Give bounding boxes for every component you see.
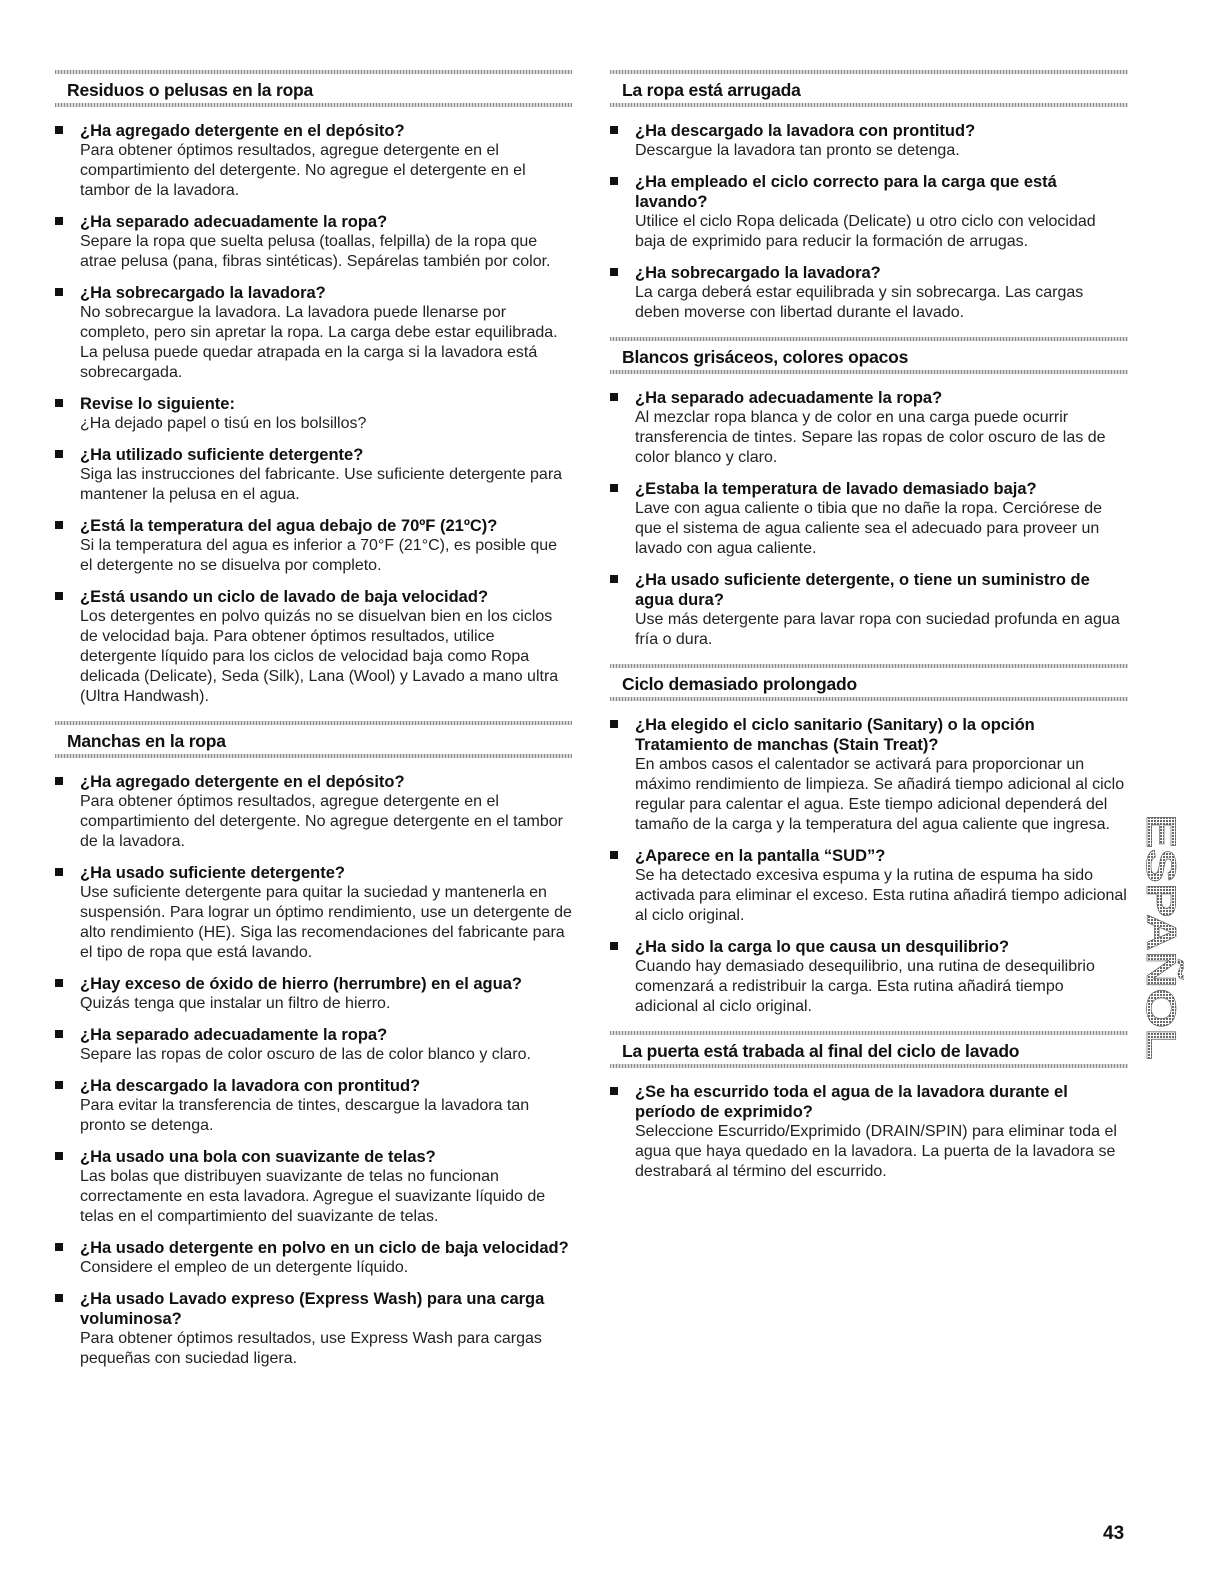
question-text: ¿Se ha escurrido toda el agua de la lavadora durante el período de exprimido?	[635, 1083, 1068, 1121]
answer-text: ¿Ha dejado papel o tisú en los bolsillos?	[80, 415, 367, 432]
answer-text: Los detergentes en polvo quizás no se disuelvan bien en los ciclos de velocidad baja. Para obtener óptimos resultados, utilice detergente líquido para los ciclos de velocidad baja como Ropa delicada (Delicate), Seda (Silk), Lana (Wool) y Lavado a mano ultra (Ultra Handwash).	[80, 608, 559, 705]
answer-text: Para obtener óptimos resultados, use Express Wash para cargas pequeñas con suciedad ligera.	[80, 1330, 542, 1367]
troubleshooting-item	[610, 172, 1128, 252]
question-text: ¿Aparece en la pantalla “SUD”?	[635, 847, 886, 865]
language-side-tab	[1138, 814, 1184, 1062]
answer-text: Considere el empleo de un detergente líquido.	[80, 1259, 409, 1276]
question-text: ¿Ha sido la carga lo que causa un desquilibrio?	[635, 938, 1010, 956]
section-title: Ciclo demasiado prolongado	[622, 674, 857, 694]
answer-text: No sobrecargue la lavadora. La lavadora puede llenarse por completo, pero sin apretar la ropa. La carga debe estar equilibrada. La pelusa puede quedar atrapada en la carga si la lavadora está sobrecargada.	[80, 304, 558, 381]
square-bullet-icon	[610, 484, 618, 492]
answer-text: En ambos casos el calentador se activará para proporcionar un máximo rendimiento de limpieza. Se añadirá tiempo adicional al ciclo regular para calentar el agua. Este tiempo adicional dependerá del tamaño de la carga y la temperatura del agua caliente que ingresa.	[635, 756, 1125, 833]
answer-text: Para evitar la transferencia de tintes, descargue la lavadora tan pronto se detenga.	[80, 1097, 530, 1134]
troubleshooting-item	[610, 846, 1128, 926]
square-bullet-icon	[610, 942, 618, 950]
section-la-puerta-esta-trabada-al-final-del-ciclo-de-lavado	[610, 1031, 1128, 1182]
side-tab-label: ESPAÑOL	[1138, 814, 1184, 1014]
troubleshooting-item	[55, 283, 572, 383]
question-text: ¿Ha utilizado suficiente detergente?	[80, 446, 364, 464]
question-text: ¿Ha agregado detergente en el depósito?	[80, 773, 405, 791]
square-bullet-icon	[55, 288, 63, 296]
question-text: ¿Ha usado detergente en polvo en un ciclo de baja velocidad?	[80, 1239, 569, 1257]
section-title: Blancos grisáceos, colores opacos	[622, 347, 909, 367]
answer-text: Descargue la lavadora tan pronto se detenga.	[635, 142, 960, 159]
section-header	[610, 337, 1128, 374]
troubleshooting-item	[55, 1025, 572, 1065]
troubleshooting-item	[610, 570, 1128, 650]
answer-text: Use suficiente detergente para quitar la suciedad y mantenerla en suspensión. Para lograr un óptimo rendimiento, use un detergente de alto rendimiento (HE). Siga las recomendaciones del fabricante para el tipo de ropa que está lavando.	[80, 884, 572, 961]
square-bullet-icon	[55, 1152, 63, 1160]
troubleshooting-item	[55, 1076, 572, 1136]
answer-text: Separe la ropa que suelta pelusa (toallas, felpilla) de la ropa que atrae pelusa (pana, fibras sintéticas). Sepárelas también por color.	[80, 233, 551, 270]
question-text: ¿Ha usado suficiente detergente, o tiene un suministro de agua dura?	[635, 571, 1090, 609]
square-bullet-icon	[55, 979, 63, 987]
troubleshooting-item	[55, 1238, 572, 1278]
left-column	[55, 70, 572, 1383]
question-text: ¿Ha descargado la lavadora con prontitud?	[80, 1077, 421, 1095]
troubleshooting-item	[610, 937, 1128, 1017]
troubleshooting-item	[55, 772, 572, 852]
question-text: Revise lo siguiente:	[80, 395, 235, 413]
answer-text: La carga deberá estar equilibrada y sin sobrecarga. Las cargas deben moverse con libertad durante el lavado.	[635, 284, 1084, 321]
question-text: ¿Hay exceso de óxido de hierro (herrumbre) en el agua?	[80, 975, 522, 993]
square-bullet-icon	[610, 575, 618, 583]
answer-text: Si la temperatura del agua es inferior a 70°F (21°C), es posible que el detergente no se disuelva por completo.	[80, 537, 558, 574]
troubleshooting-item	[55, 121, 572, 201]
question-text: ¿Ha usado suficiente detergente?	[80, 864, 345, 882]
troubleshooting-item	[55, 974, 572, 1014]
question-text: ¿Ha sobrecargado la lavadora?	[80, 284, 326, 302]
section-la-ropa-esta-arrugada	[610, 70, 1128, 323]
square-bullet-icon	[55, 450, 63, 458]
square-bullet-icon	[610, 268, 618, 276]
answer-text: Las bolas que distribuyen suavizante de telas no funcionan correctamente en esta lavadora. Agregue el suavizante líquido de telas en el compartimiento del suavizante de telas.	[80, 1168, 546, 1225]
section-header	[55, 70, 572, 107]
troubleshooting-item	[610, 121, 1128, 161]
section-title: La puerta está trabada al final del ciclo de lavado	[622, 1041, 1020, 1061]
question-text: ¿Ha descargado la lavadora con prontitud?	[635, 122, 976, 140]
troubleshooting-item	[55, 212, 572, 272]
question-text: ¿Ha separado adecuadamente la ropa?	[80, 1026, 388, 1044]
answer-text: Quizás tenga que instalar un filtro de hierro.	[80, 995, 391, 1012]
square-bullet-icon	[55, 126, 63, 134]
troubleshooting-item	[55, 516, 572, 576]
answer-text: Utilice el ciclo Ropa delicada (Delicate) u otro ciclo con velocidad baja de exprimido para reducir la formación de arrugas.	[635, 213, 1096, 250]
side-tab-graphic	[1138, 814, 1184, 1062]
troubleshooting-item	[610, 479, 1128, 559]
troubleshooting-item	[610, 263, 1128, 323]
answer-text: Se ha detectado excesiva espuma y la rutina de espuma ha sido activada para eliminar el exceso. Esta rutina añadirá tiempo adicional al ciclo original.	[635, 867, 1127, 924]
troubleshooting-item	[610, 388, 1128, 468]
question-text: ¿Ha separado adecuadamente la ropa?	[635, 389, 943, 407]
answer-text: Para obtener óptimos resultados, agregue detergente en el compartimiento del detergente. No agregue el detergente en el tambor de la lavadora.	[80, 142, 526, 199]
section-title: La ropa está arrugada	[622, 80, 801, 100]
right-column	[610, 70, 1128, 1196]
square-bullet-icon	[55, 521, 63, 529]
square-bullet-icon	[55, 868, 63, 876]
troubleshooting-item	[55, 1147, 572, 1227]
question-text: ¿Ha separado adecuadamente la ropa?	[80, 213, 388, 231]
answer-text: Seleccione Escurrido/Exprimido (DRAIN/SPIN) para eliminar toda el agua que haya quedado en la lavadora. La puerta de la lavadora se destrabará al término del escurrido.	[635, 1123, 1117, 1180]
answer-text: Al mezclar ropa blanca y de color en una carga puede ocurrir transferencia de tintes. Separe las ropas de color oscuro de las de color blanco y claro.	[635, 409, 1106, 466]
answer-text: Separe las ropas de color oscuro de las de color blanco y claro.	[80, 1046, 531, 1063]
square-bullet-icon	[610, 851, 618, 859]
section-residuos-o-pelusas-en-la-ropa	[55, 70, 572, 707]
square-bullet-icon	[55, 777, 63, 785]
troubleshooting-item	[610, 1082, 1128, 1182]
square-bullet-icon	[55, 1030, 63, 1038]
page-number: 43	[1103, 1523, 1125, 1544]
section-title: Manchas en la ropa	[67, 731, 226, 751]
answer-text: Use más detergente para lavar ropa con suciedad profunda en agua fría o dura.	[635, 611, 1120, 648]
section-blancos-grisaceos-colores-opacos	[610, 337, 1128, 650]
question-text: ¿Estaba la temperatura de lavado demasiado baja?	[635, 480, 1037, 498]
square-bullet-icon	[610, 1087, 618, 1095]
troubleshooting-item	[55, 445, 572, 505]
section-ciclo-demasiado-prolongado	[610, 664, 1128, 1017]
square-bullet-icon	[610, 177, 618, 185]
answer-text: Cuando hay demasiado desequilibrio, una rutina de desequilibrio comenzará a redistribuir la carga. Esta rutina añadirá tiempo adicional al ciclo original.	[635, 958, 1095, 1015]
square-bullet-icon	[55, 399, 63, 407]
troubleshooting-item	[55, 394, 572, 434]
answer-text: Siga las instrucciones del fabricante. Use suficiente detergente para mantener la pelusa en el agua.	[80, 466, 563, 503]
answer-text: Lave con agua caliente o tibia que no dañe la ropa. Cerciórese de que el sistema de agua caliente sea el adecuado para proveer un lavado con agua caliente.	[635, 500, 1102, 557]
question-text: ¿Ha empleado el ciclo correcto para la carga que está lavando?	[635, 173, 1057, 211]
section-manchas-en-la-ropa	[55, 721, 572, 1369]
square-bullet-icon	[610, 720, 618, 728]
square-bullet-icon	[610, 126, 618, 134]
square-bullet-icon	[55, 1081, 63, 1089]
section-header	[610, 664, 1128, 701]
square-bullet-icon	[55, 217, 63, 225]
troubleshooting-item	[610, 715, 1128, 835]
troubleshooting-item	[55, 863, 572, 963]
square-bullet-icon	[55, 592, 63, 600]
section-header	[610, 1031, 1128, 1068]
question-text: ¿Está la temperatura del agua debajo de 70ºF (21ºC)?	[80, 517, 498, 535]
question-text: ¿Está usando un ciclo de lavado de baja velocidad?	[80, 588, 489, 606]
square-bullet-icon	[55, 1243, 63, 1251]
question-text: ¿Ha agregado detergente en el depósito?	[80, 122, 405, 140]
square-bullet-icon	[55, 1294, 63, 1302]
troubleshooting-item	[55, 587, 572, 707]
section-header	[610, 70, 1128, 107]
question-text: ¿Ha elegido el ciclo sanitario (Sanitary) o la opción Tratamiento de manchas (Stain Treat)?	[635, 716, 1035, 754]
question-text: ¿Ha sobrecargado la lavadora?	[635, 264, 881, 282]
answer-text: Para obtener óptimos resultados, agregue detergente en el compartimiento del detergente. No agregue detergente en el tambor de la lavadora.	[80, 793, 563, 850]
square-bullet-icon	[610, 393, 618, 401]
section-title: Residuos o pelusas en la ropa	[67, 80, 314, 100]
troubleshooting-item	[55, 1289, 572, 1369]
question-text: ¿Ha usado una bola con suavizante de telas?	[80, 1148, 436, 1166]
question-text: ¿Ha usado Lavado expreso (Express Wash) para una carga voluminosa?	[80, 1290, 545, 1328]
section-header	[55, 721, 572, 758]
